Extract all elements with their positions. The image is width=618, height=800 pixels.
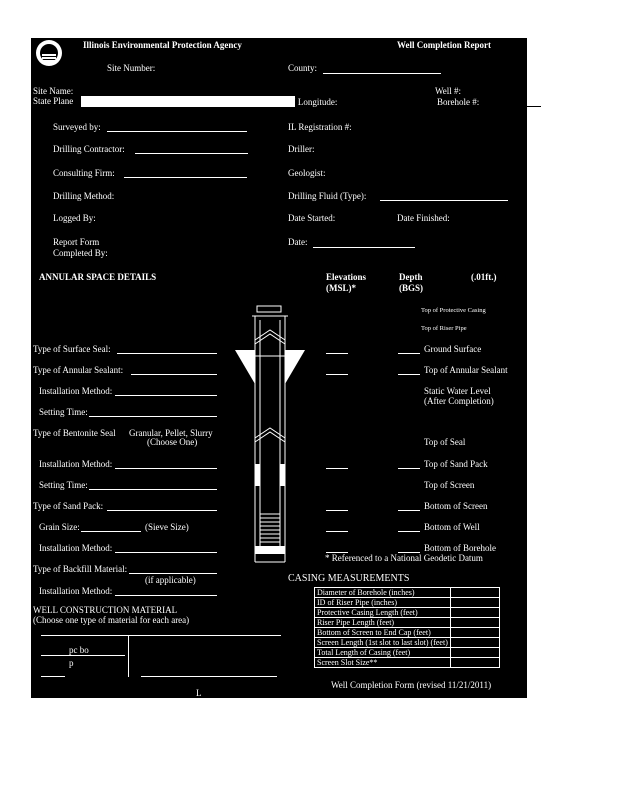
sieve-size-label: (Sieve Size) [145, 522, 189, 532]
setting-time-field-2[interactable] [89, 489, 217, 490]
page-mark: L [196, 688, 202, 698]
date-field[interactable] [313, 247, 415, 248]
elevations-heading: Elevations [326, 272, 367, 282]
date-started-label: Date Started: [288, 213, 336, 223]
setting-time-label-1: Setting Time: [39, 407, 88, 417]
drilling-fluid-field[interactable] [380, 200, 508, 201]
casing-row-label: Total Length of Casing (feet) [315, 648, 451, 658]
depth-bottom-screen[interactable] [398, 510, 420, 511]
date-label: Date: [288, 237, 308, 247]
grain-size-field[interactable] [81, 531, 141, 532]
bottom-of-well-label: Bottom of Well [424, 522, 480, 532]
surface-seal-label: Type of Surface Seal: [33, 344, 111, 354]
material-bottom-rule-right [141, 676, 277, 677]
material-row-rule [41, 655, 125, 656]
material-divider [128, 635, 129, 677]
casing-value-cell[interactable] [450, 588, 499, 598]
agency-name: Illinois Environmental Protection Agency [83, 40, 242, 50]
geodetic-footnote: * Referenced to a National Geodetic Datum [325, 553, 483, 563]
elev-ground-surface[interactable] [326, 353, 348, 354]
casing-row-label: Diameter of Borehole (inches) [315, 588, 451, 598]
form-title: Well Completion Report [397, 40, 491, 50]
if-applicable-note: (if applicable) [145, 575, 196, 585]
state-plane-label: State Plane [33, 96, 74, 106]
setting-time-field-1[interactable] [89, 416, 217, 417]
installation-method-field-4[interactable] [115, 595, 217, 596]
casing-value-cell[interactable] [450, 648, 499, 658]
date-finished-label: Date Finished: [397, 213, 450, 223]
consulting-firm-label: Consulting Firm: [53, 168, 115, 178]
casing-row-label: Protective Casing Length (feet) [315, 608, 451, 618]
surface-seal-left [235, 350, 255, 384]
top-riser-pipe-label: Top of Riser Pipe [421, 325, 467, 332]
il-registration-label: IL Registration #: [288, 122, 352, 132]
borehole-number-label: Borehole #: [437, 97, 480, 107]
bgs-heading: (BGS) [399, 283, 424, 293]
casing-row-label: Screen Slot Size** [315, 658, 451, 668]
elev-bottom-screen[interactable] [326, 510, 348, 511]
drilling-contractor-field[interactable] [135, 153, 248, 154]
drilling-fluid-label: Drilling Fluid (Type): [288, 191, 367, 201]
state-plane-field[interactable] [81, 96, 295, 107]
well-diagram [227, 304, 313, 576]
grain-size-label: Grain Size: [39, 522, 80, 532]
installation-method-label-3: Installation Method: [39, 543, 113, 553]
table-row [315, 638, 500, 648]
annular-sealant-field[interactable] [131, 374, 217, 375]
precision-heading: (.01ft.) [471, 272, 497, 282]
top-protective-casing-label: Top of Protective Casing [421, 307, 486, 314]
backfill-field[interactable] [129, 573, 217, 574]
top-annular-sealant-label: Top of Annular Sealant [424, 365, 508, 375]
material-bottom-rule-left [41, 676, 65, 677]
bentonite-options: Granular, Pellet, Slurry [129, 428, 213, 438]
depth-bottom-well[interactable] [398, 531, 420, 532]
after-completion-label: (After Completion) [424, 396, 494, 406]
ground-surface-label: Ground Surface [424, 344, 482, 354]
construction-material-instruction: (Choose one type of material for each area) [33, 615, 190, 625]
installation-method-field-3[interactable] [115, 552, 217, 553]
logged-by-label: Logged By: [53, 213, 96, 223]
depth-heading: Depth [399, 272, 423, 282]
table-row [315, 628, 500, 638]
static-water-level-label: Static Water Level [424, 386, 491, 396]
casing-row-label: Bottom of Screen to End Cap (feet) [315, 628, 451, 638]
backfill-label: Type of Backfill Material: [33, 564, 128, 574]
casing-value-cell[interactable] [450, 638, 499, 648]
illinois-epa-logo-icon [36, 40, 62, 66]
driller-label: Driller: [288, 144, 315, 154]
margin-rule [527, 106, 541, 107]
elev-bottom-well[interactable] [326, 531, 348, 532]
sand-pack-label: Type of Sand Pack: [33, 501, 104, 511]
elev-sand-pack[interactable] [326, 468, 348, 469]
surface-seal-field[interactable] [117, 353, 217, 354]
table-row [315, 608, 500, 618]
drilling-contractor-label: Drilling Contractor: [53, 144, 125, 154]
bottom-of-borehole-label: Bottom of Borehole [424, 543, 496, 553]
geologist-label: Geologist: [288, 168, 326, 178]
well-number-label: Well #: [435, 86, 462, 96]
table-row [315, 618, 500, 628]
casing-row-label: Riser Pipe Length (feet) [315, 618, 451, 628]
depth-ground-surface[interactable] [398, 353, 420, 354]
bottom-of-screen-label: Bottom of Screen [424, 501, 488, 511]
county-label: County: [288, 63, 318, 73]
material-cell-1: pc bo [69, 645, 89, 655]
consulting-firm-field[interactable] [124, 177, 247, 178]
installation-method-label-1: Installation Method: [39, 386, 113, 396]
site-number-label: Site Number: [107, 63, 156, 73]
installation-method-label-4: Installation Method: [39, 586, 113, 596]
table-row [315, 598, 500, 608]
site-name-label: Site Name: [33, 86, 74, 96]
surface-seal-right [285, 350, 305, 384]
form-revision: Well Completion Form (revised 11/21/2011) [331, 680, 492, 690]
well-completion-form [31, 38, 527, 698]
casing-measurements-table [314, 587, 500, 668]
annular-sealant-label: Type of Annular Sealant: [33, 365, 124, 375]
drilling-method-label: Drilling Method: [53, 191, 115, 201]
longitude-label: " Longitude: [292, 97, 338, 107]
installation-method-field-2[interactable] [115, 468, 217, 469]
casing-value-cell[interactable] [450, 608, 499, 618]
bentonite-seal-label: Type of Bentonite Seal [33, 428, 116, 438]
bentonite-choose-one: (Choose One) [147, 437, 198, 447]
material-top-rule [41, 635, 281, 636]
top-sand-pack-label: Top of Sand Pack [424, 459, 488, 469]
casing-row-label: ID of Riser Pipe (inches) [315, 598, 451, 608]
table-row [315, 658, 500, 668]
casing-row-label: Screen Length (1st slot to last slot) (feet) [315, 638, 451, 648]
setting-time-label-2: Setting Time: [39, 480, 88, 490]
report-form-label: Report Form [53, 237, 100, 247]
bentonite-right [280, 464, 285, 486]
casing-measurements-heading: CASING MEASUREMENTS [288, 573, 410, 584]
elev-annular-sealant[interactable] [326, 374, 348, 375]
table-row [315, 648, 500, 658]
bentonite-left [255, 464, 260, 486]
casing-value-cell[interactable] [450, 598, 499, 608]
depth-sand-pack[interactable] [398, 468, 420, 469]
casing-value-cell[interactable] [450, 628, 499, 638]
end-cap [255, 546, 285, 554]
msl-heading: (MSL)* [326, 283, 356, 293]
construction-material-heading: WELL CONSTRUCTION MATERIAL [33, 605, 178, 615]
casing-value-cell[interactable] [450, 618, 499, 628]
material-cell-2: p [69, 658, 74, 668]
depth-annular-sealant[interactable] [398, 374, 420, 375]
table-row [315, 588, 500, 598]
annular-space-heading: ANNULAR SPACE DETAILS [39, 272, 157, 282]
county-field[interactable] [323, 73, 441, 74]
top-of-screen-label: Top of Screen [424, 480, 475, 490]
sand-pack-field[interactable] [107, 510, 217, 511]
installation-method-label-2: Installation Method: [39, 459, 113, 469]
top-of-seal-label: Top of Seal [424, 437, 466, 447]
completed-by-label: Completed By: [53, 248, 108, 258]
installation-method-field-1[interactable] [115, 395, 217, 396]
surveyed-by-field[interactable] [107, 131, 247, 132]
casing-value-cell[interactable] [450, 658, 499, 668]
surveyed-by-label: Surveyed by: [53, 122, 101, 132]
protective-cap [257, 306, 281, 312]
